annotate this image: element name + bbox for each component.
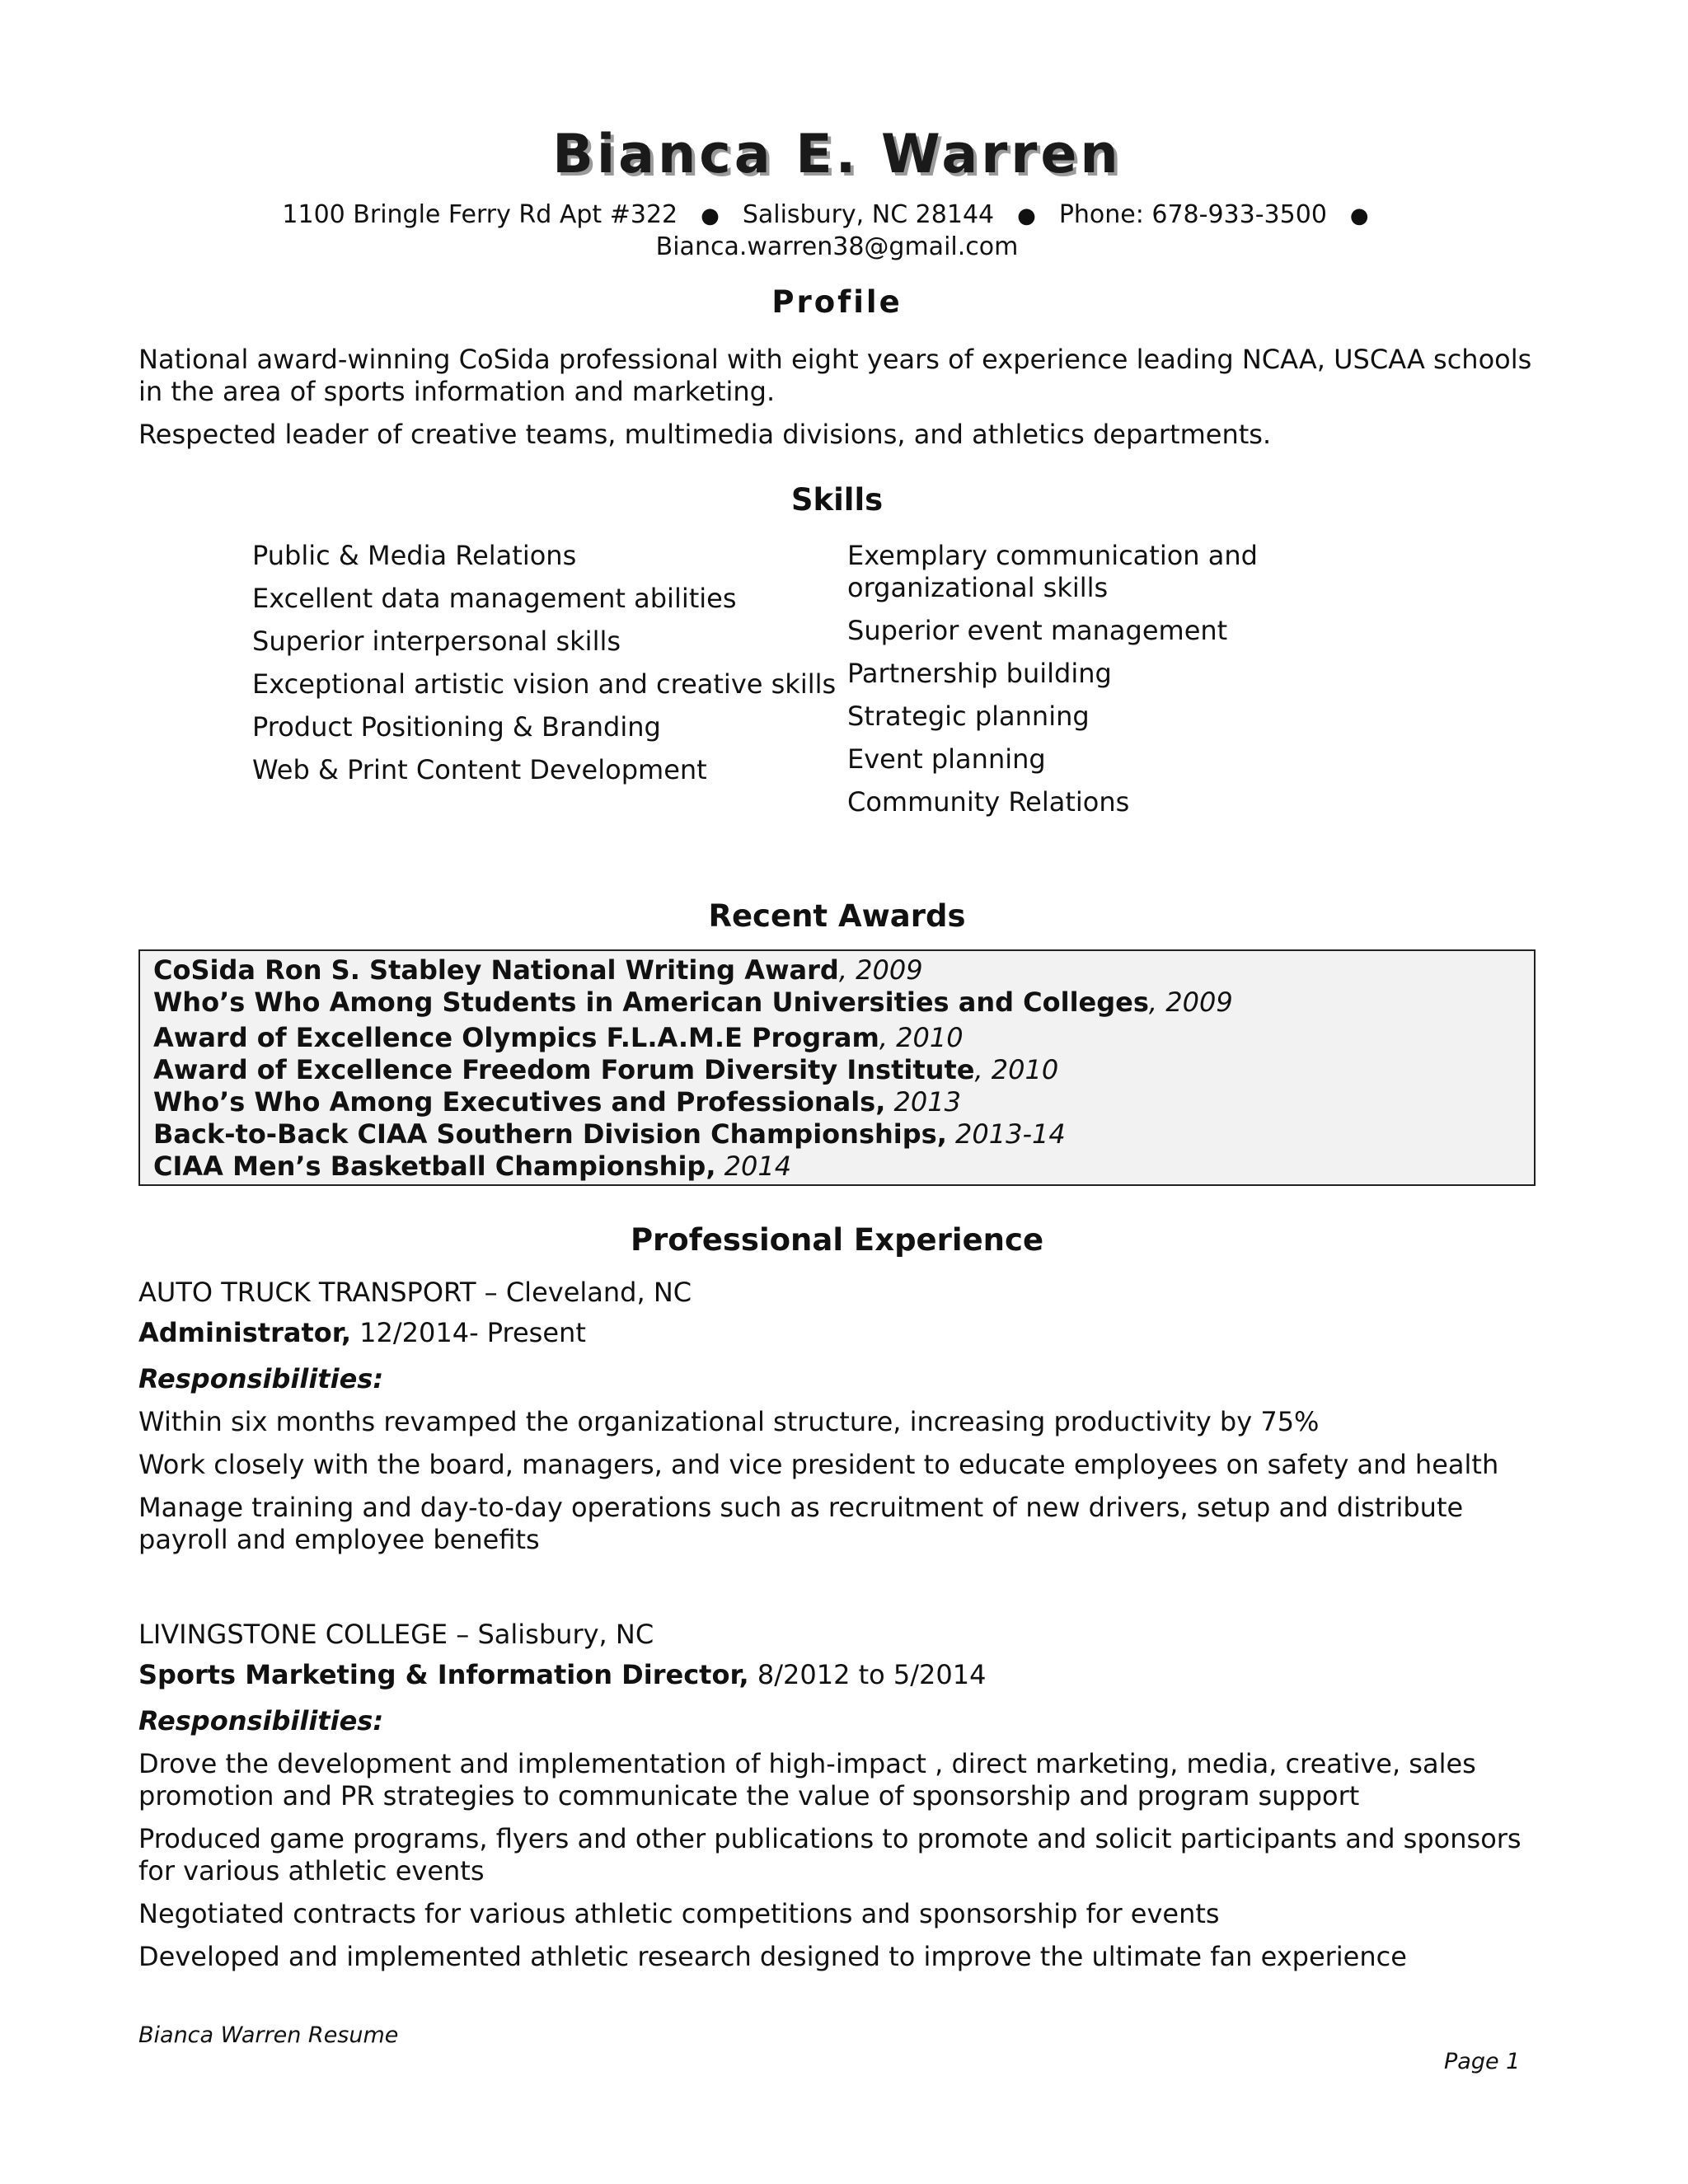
job-company: AUTO TRUCK TRANSPORT – Cleveland, NC — [138, 1277, 692, 1308]
award-item — [153, 1118, 1521, 1151]
skill-item: Community Relations — [847, 786, 1130, 818]
job-duty: Within six months revamped the organizational structure, increasing productivity by 75% — [138, 1406, 1320, 1437]
skill-item: Exceptional artistic vision and creative skills — [252, 668, 837, 700]
job-role: Sports Marketing & Information Director, — [138, 1659, 749, 1690]
award-item — [153, 987, 1521, 1019]
award-sep: , — [879, 1022, 897, 1053]
award-item — [153, 954, 1521, 987]
phone: Phone: 678-933-3500 — [1058, 200, 1327, 229]
skills-section — [138, 540, 1536, 829]
skill-item: Product Positioning & Branding — [252, 711, 661, 743]
email: Bianca.warren38@gmail.com — [655, 232, 1019, 261]
bullet-icon: ● — [1017, 204, 1036, 228]
award-sep — [947, 1118, 955, 1150]
bullet-icon: ● — [1349, 204, 1369, 228]
contact-line — [138, 199, 1536, 232]
profile-heading: Profile — [771, 284, 903, 320]
award-item — [153, 1086, 1521, 1118]
job-entry — [138, 1277, 1536, 1556]
skill-item: Superior interpersonal skills — [252, 626, 621, 657]
award-name: Award of Excellence Freedom Forum Diversity Institute — [153, 1054, 975, 1085]
skills-heading: Skills — [790, 482, 884, 518]
award-sep: , — [838, 954, 856, 986]
job-duty: Negotiated contracts for various athletic competitions and sponsorship for events — [138, 1898, 1220, 1929]
skills-right-column — [847, 540, 1309, 829]
city: Salisbury, NC 28144 — [742, 200, 995, 229]
bullet-icon: ● — [701, 204, 720, 228]
candidate-name: Bianca E. Warren — [552, 124, 1122, 185]
skill-item: Public & Media Relations — [252, 540, 577, 571]
job-entry — [138, 1619, 1536, 1973]
job-role-line — [138, 1659, 1536, 1691]
skills-left-column — [252, 540, 847, 829]
award-sep — [715, 1151, 724, 1182]
award-year: 2013 — [893, 1086, 961, 1118]
awards-box — [138, 949, 1536, 1186]
award-name: CIAA Men’s Basketball Championship, — [153, 1151, 716, 1182]
job-duty: Developed and implemented athletic research designed to improve the ultimate fan experience — [138, 1941, 1407, 1972]
experience-heading: Professional Experience — [630, 1222, 1044, 1258]
award-item — [153, 1022, 1521, 1054]
award-sep — [885, 1086, 893, 1118]
award-year: 2010 — [896, 1022, 964, 1053]
award-name: Who’s Who Among Students in American Universities and Colleges — [153, 987, 1149, 1018]
awards-heading: Recent Awards — [708, 898, 966, 934]
skill-item: Superior event management — [847, 615, 1228, 646]
job-company: LIVINGSTONE COLLEGE – Salisbury, NC — [138, 1619, 654, 1650]
award-name: Who’s Who Among Executives and Professionals, — [153, 1086, 886, 1118]
profile-paragraph: Respected leader of creative teams, multimedia divisions, and athletics departments. — [138, 419, 1272, 450]
footer-document-title: Bianca Warren Resume — [138, 2022, 399, 2048]
award-name: Back-to-Back CIAA Southern Division Championships, — [153, 1118, 947, 1150]
address: 1100 Bringle Ferry Rd Apt #322 — [282, 200, 678, 229]
award-year: 2014 — [724, 1151, 792, 1182]
job-role: Administrator, — [138, 1317, 351, 1348]
skill-item: Event planning — [847, 743, 1046, 775]
job-duty: Produced game programs, flyers and other publications to promote and solicit participants and sponsors for various athletic events — [138, 1823, 1522, 1886]
responsibilities-label: Responsibilities: — [138, 1363, 384, 1394]
job-duty: Drove the development and implementation of high-impact , direct marketing, media, creative, sales promotion and PR strategies to communicate the value of sponsorship and program support — [138, 1748, 1476, 1811]
profile-section — [138, 344, 1536, 451]
award-name: CoSida Ron S. Stabley National Writing Award — [153, 954, 839, 986]
job-dates: 12/2014- Present — [350, 1317, 586, 1348]
profile-paragraph: National award-winning CoSida professional with eight years of experience leading NCAA, USCAA schools in the area of sports information and marketing. — [138, 344, 1532, 407]
award-sep: , — [974, 1054, 992, 1085]
footer-page-number: Page 1 — [1444, 2049, 1521, 2074]
award-year: 2009 — [856, 954, 923, 986]
award-item — [153, 1054, 1521, 1086]
job-duty: Work closely with the board, managers, and vice president to educate employees on safety and health — [138, 1449, 1499, 1480]
award-year: 2009 — [1165, 987, 1233, 1018]
skill-item: Exemplary communication and organizational skills — [847, 540, 1258, 603]
award-sep: , — [1148, 987, 1166, 1018]
award-item — [153, 1151, 1521, 1183]
award-name: Award of Excellence Olympics F.L.A.M.E Program — [153, 1022, 879, 1053]
skill-item: Excellent data management abilities — [252, 583, 737, 614]
responsibilities-label: Responsibilities: — [138, 1705, 384, 1736]
job-dates: 8/2012 to 5/2014 — [748, 1659, 987, 1690]
award-year: 2010 — [991, 1054, 1059, 1085]
skill-item: Web & Print Content Development — [252, 754, 707, 785]
job-duty: Manage training and day-to-day operations such as recruitment of new drivers, setup and distribute payroll and employee benefits — [138, 1492, 1464, 1555]
job-role-line — [138, 1317, 1536, 1349]
resume-page — [138, 115, 1536, 1973]
award-year: 2013-14 — [955, 1118, 1066, 1150]
skill-item: Strategic planning — [847, 701, 1090, 732]
skill-item: Partnership building — [847, 658, 1112, 689]
